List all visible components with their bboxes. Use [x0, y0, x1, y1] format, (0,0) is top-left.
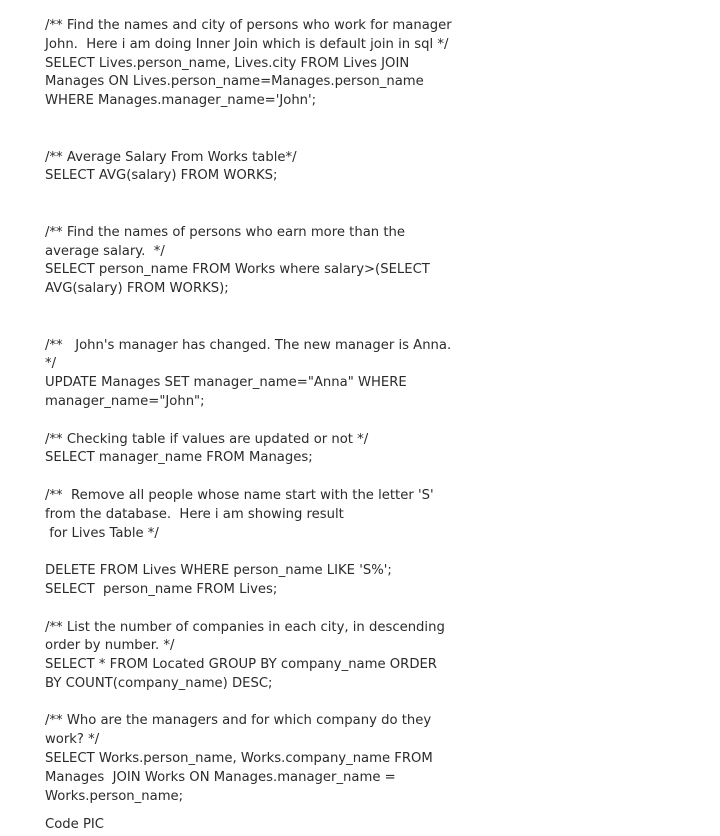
spacer [45, 186, 475, 224]
code-line: Manages ON Lives.person_name=Manages.person_name [45, 74, 424, 90]
spacer [45, 111, 475, 149]
code-line: SELECT Works.person_name, Works.company_name FROM [45, 751, 433, 767]
query-block-update-manager [45, 337, 475, 412]
code-line: /** Who are the managers and for which company do they [45, 713, 432, 729]
caption-text: Code PIC [45, 817, 105, 833]
query-block-delete [45, 562, 475, 600]
spacer [45, 543, 475, 562]
code-line: /** Average Salary From Works table*/ [45, 149, 297, 165]
code-line: Works.person_name; [45, 788, 184, 804]
code-line: BY COUNT(company_name) DESC; [45, 675, 273, 691]
code-line: */ [45, 356, 57, 372]
code-line: AVG(salary) FROM WORKS); [45, 281, 229, 297]
query-block-average-salary [45, 149, 475, 187]
code-line: /** Find the names of persons who earn more than the [45, 224, 405, 240]
spacer [45, 299, 475, 337]
code-line: /** Find the names and city of persons who work for manager [45, 18, 452, 33]
code-line: SELECT Lives.person_name, Lives.city FROM Lives JOIN [45, 55, 410, 71]
query-block-managers-company [45, 712, 475, 806]
code-line: /** John's manager has changed. The new manager is Anna. [45, 337, 452, 353]
code-line: SELECT AVG(salary) FROM WORKS; [45, 168, 278, 184]
query-block-companies-per-city [45, 619, 475, 694]
code-line: SELECT person_name FROM Lives; [45, 581, 278, 597]
code-line: /** List the number of companies in each city, in descending [45, 619, 445, 635]
spacer [45, 806, 475, 816]
code-line: UPDATE Manages SET manager_name="Anna" WHERE [45, 375, 407, 391]
code-line: average salary. */ [45, 243, 165, 259]
query-block-earn-more [45, 224, 475, 299]
code-line: SELECT * FROM Located GROUP BY company_name ORDER [45, 657, 437, 673]
spacer [45, 412, 475, 431]
code-line: John. Here i am doing Inner Join which is default join in sql */ [45, 36, 449, 52]
spacer [45, 694, 475, 713]
code-line: SELECT person_name FROM Works where salary>(SELECT [45, 262, 430, 278]
code-line: /** Remove all people whose name start with the letter 'S' [45, 487, 434, 503]
code-line: work? */ [45, 732, 100, 748]
code-line: /** Checking table if values are updated or not */ [45, 431, 369, 447]
code-line: Manages JOIN Works ON Manages.manager_name = [45, 769, 396, 785]
code-line: DELETE FROM Lives WHERE person_name LIKE 'S%'; [45, 563, 392, 579]
code-line: order by number. */ [45, 638, 175, 654]
code-line: WHERE Manages.manager_name='John'; [45, 93, 317, 109]
sql-document [45, 17, 475, 835]
spacer [45, 600, 475, 619]
code-line: SELECT manager_name FROM Manages; [45, 450, 313, 466]
code-line: from the database. Here i am showing result [45, 506, 344, 522]
query-block-manager-john [45, 17, 475, 111]
code-pic-caption [45, 816, 475, 835]
code-line: manager_name="John"; [45, 393, 205, 409]
query-block-remove-comment [45, 487, 475, 543]
spacer [45, 468, 475, 487]
query-block-check-update [45, 431, 475, 469]
code-line: for Lives Table */ [45, 525, 159, 541]
